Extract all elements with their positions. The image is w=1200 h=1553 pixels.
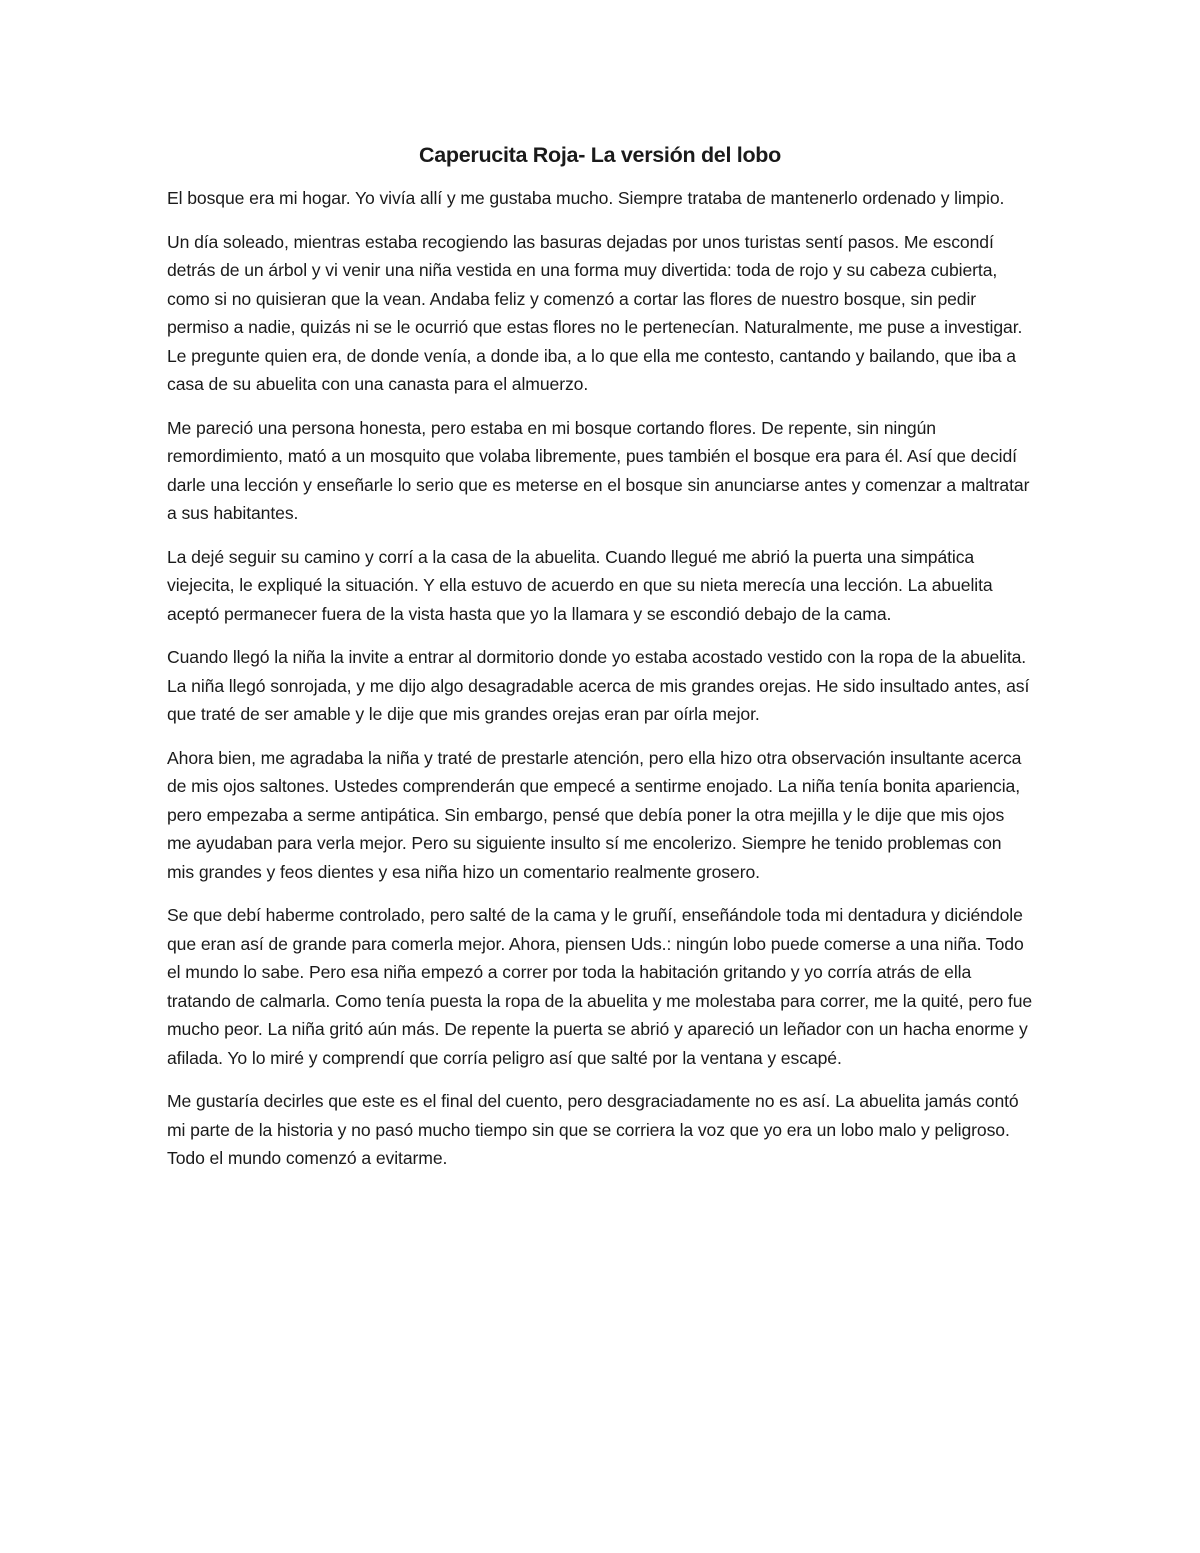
paragraph: Me pareció una persona honesta, pero estaba en mi bosque cortando flores. De repente, sin ningún remordimiento, mató a un mosquito que volaba libremente, pues también el bosque era para él. Así que decidí darle una lección y enseñarle lo serio que es meterse en el bosque sin anunciarse antes y comenzar a maltratar a sus habitantes. [167, 417, 1030, 523]
document-body [167, 140, 1033, 1188]
paragraph: Se que debí haberme controlado, pero salté de la cama y le gruñí, enseñándole toda mi dentadura y diciéndole que eran así de grande para comerla mejor. Ahora, piensen Uds.: ningún lobo puede comerse a una niña. Todo el mundo lo sabe. Pero esa niña empezó a correr por toda la habitación gritando y yo corría atrás de ella tratando de calmarla. Como tenía puesta la ropa de la abuelita y me molestaba para correr, me la quité, pero fue mucho peor. La niña gritó aún más. De repente la puerta se abrió y apareció un leñador con un hacha enorme y afilada. Yo lo miré y comprendí que corría peligro así que salté por la ventana y escapé. [167, 905, 1033, 1068]
paragraph: Ahora bien, me agradaba la niña y traté de prestarle atención, pero ella hizo otra observación insultante acerca de mis ojos saltones. Ustedes comprenderán que empecé a sentirme enojado. La niña tenía bonita apariencia, pero empezaba a serme antipática. Sin embargo, pensé que debía poner la otra mejilla y le dije que mis ojos me ayudaban para verla mejor. Pero su siguiente insulto sí me encolerizo. Siempre he tenido problemas con mis grandes y feos dientes y esa niña hizo un comentario realmente grosero. [167, 747, 1022, 882]
paragraph: Cuando llegó la niña la invite a entrar al dormitorio donde yo estaba acostado vestido con la ropa de la abuelita. La niña llegó sonrojada, y me dijo algo desagradable acerca de mis grandes orejas. He sido insultado antes, así que traté de ser amable y le dije que mis grandes orejas eran par oírla mejor. [167, 647, 1030, 724]
paragraph: La dejé seguir su camino y corrí a la casa de la abuelita. Cuando llegué me abrió la puerta una simpática viejecita, le expliqué la situación. Y ella estuvo de acuerdo en que su nieta merecía una lección. La abuelita aceptó permanecer fuera de la vista hasta que yo la llamara y se escondió debajo de la cama. [167, 546, 993, 624]
paragraph: Me gustaría decirles que este es el final del cuento, pero desgraciadamente no es así. La abuelita jamás contó mi parte de la historia y no pasó mucho tiempo sin que se corriera la voz que yo era un lobo malo y peligroso. Todo el mundo comenzó a evitarme. [167, 1091, 1019, 1168]
document-title: Caperucita Roja- La versión del lobo [419, 143, 781, 167]
paragraph: Un día soleado, mientras estaba recogiendo las basuras dejadas por unos turistas sentí pasos. Me escondí detrás de un árbol y vi venir una niña vestida en una forma muy divertida: toda de rojo y su cabeza cubierta, como si no quisieran que la vean. Andaba feliz y comenzó a cortar las flores de nuestro bosque, sin pedir permiso a nadie, quizás ni se le ocurrió que estas flores no le pertenecían. Naturalmente, me puse a investigar. Le pregunte quien era, de donde venía, a donde iba, a lo que ella me contesto, cantando y bailando, que iba a casa de su abuelita con una canasta para el almuerzo. [167, 231, 1023, 394]
paragraph: El bosque era mi hogar. Yo vivía allí y me gustaba mucho. Siempre trataba de mantenerlo ordenado y limpio. [167, 188, 1005, 208]
